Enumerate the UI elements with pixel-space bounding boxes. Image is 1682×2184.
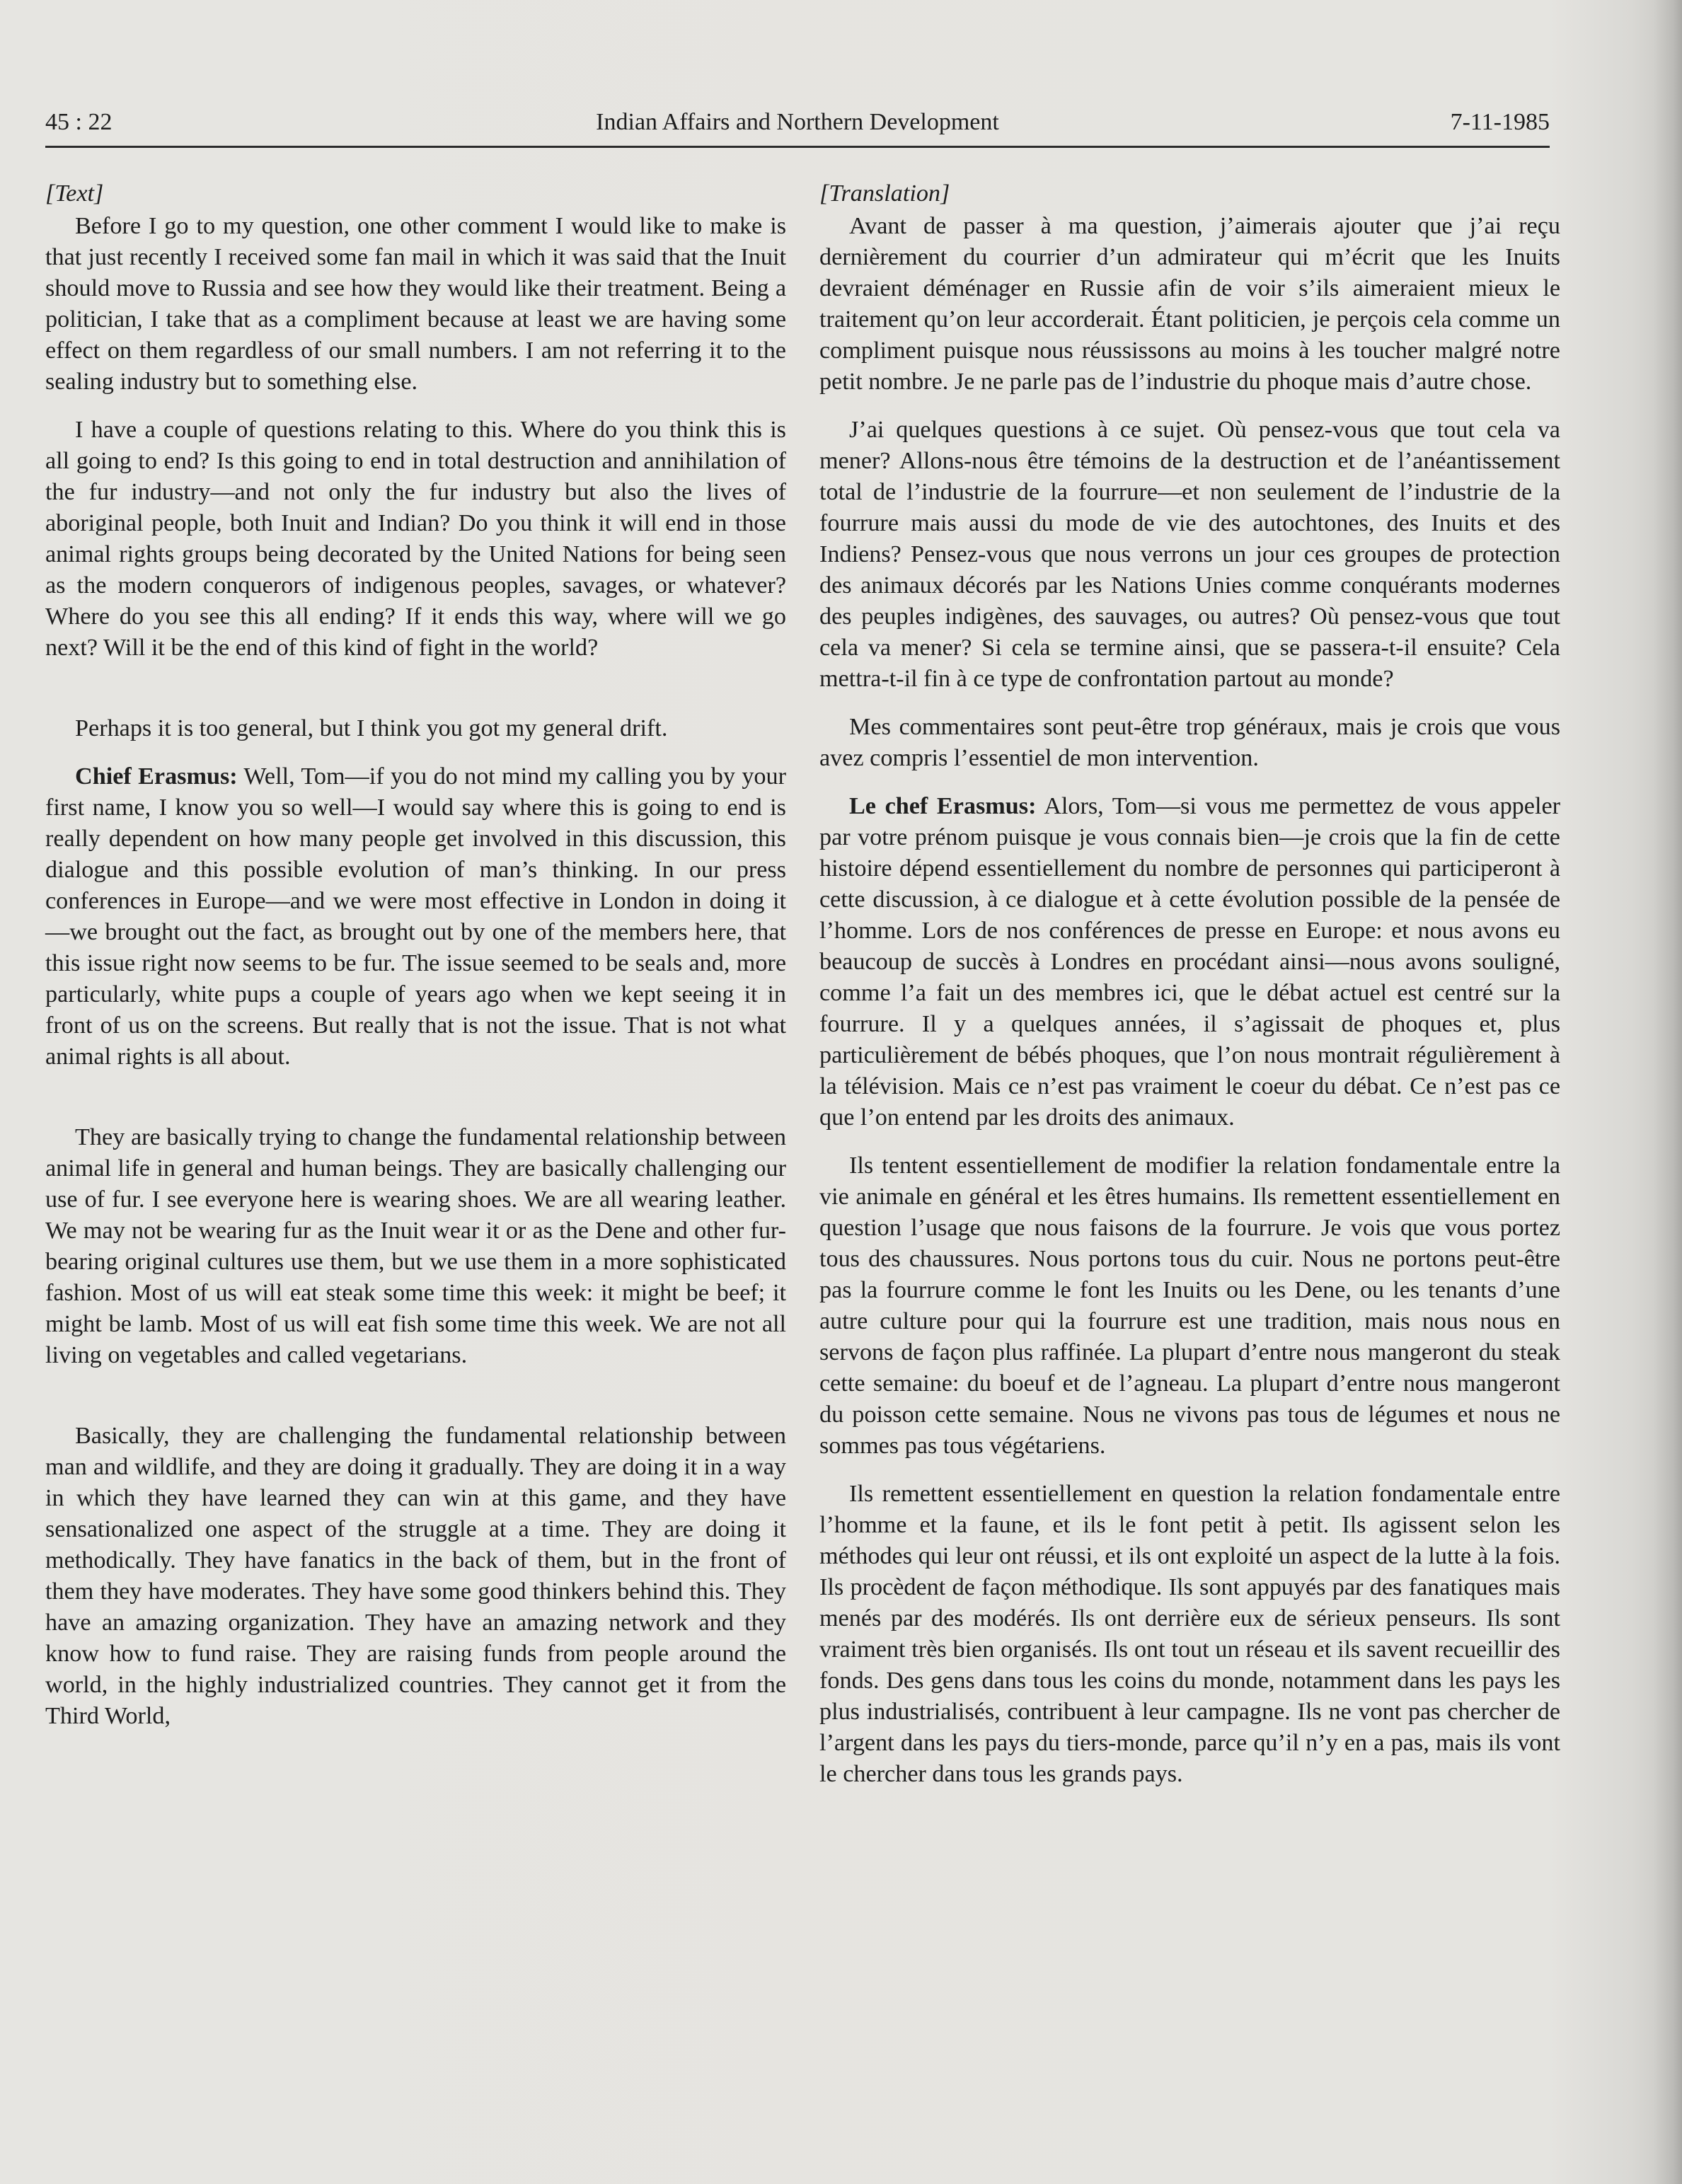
header-title: Indian Affairs and Northern Development (596, 109, 999, 135)
header-page-ref: 45 : 22 (45, 109, 113, 135)
english-paragraph-3: Perhaps it is too general, but I think you got my general drift. (75, 715, 668, 741)
speaker-name: Chief Erasmus: (75, 763, 238, 790)
speaker-text: Alors, Tom—si vous me permettez de vous appeler par votre prénom puisque je vous connais bien—je crois que la fin de cette histoire dépend essentiellement du nombre de personnes qui participeront à cette discussion, à ce dialogue et à cette évolution possible de la pensée de l’homme. Lors de nos conférences de presse en Europe: et nous avons eu beaucoup de succès à Londres en procédant ainsi—nous avons souligné, comme l’a fait un des membres ici, que le débat actuel est centré sur la fourrure. Il y a quelques années, il s’agissait de phoques et, plus particulièrement de bébés phoques, que l’on nous montrait régulièrement à la télévision. Mais ce n’est pas vraiment le coeur du débat. Ce n’est pas ce que l’on entend par les droits des animaux. (819, 793, 1561, 1131)
french-label: [Translation] (819, 180, 950, 207)
english-paragraph-5: They are basically trying to change the fundamental relationship between animal life in general and human beings. They are basically challenging our use of fur. I see everyone here is wearing shoes. We are all wearing leather. We may not be wearing fur as the Inuit wear it or as the Dene and other fur-bearing original cultures use them, but we use them in a more sophisticated fashion. Most of us will eat steak some time this week: it might be beef; it might be lamb. Most of us will eat fish some time this week. We are not all living on vegetables and called vegetarians. (45, 1124, 786, 1368)
english-paragraph-6: Basically, they are challenging the fundamental relationship between man and wildlife, and they are doing it gradually. They are doing it in a way in which they have learned they can win at this game, and they have sensationalized one aspect of the struggle at a time. They are doing it methodically. They have fanatics in the back of them, but in the front of them they have moderates. They have some good thinkers behind this. They have an amazing organization. They have an amazing network and they know how to fund raise. They are raising funds from people around the world, in the highly industrialized countries. They cannot get it from the Third World, (45, 1423, 786, 1729)
french-paragraph-2: J’ai quelques questions à ce sujet. Où pensez-vous que tout cela va mener? Allons-nous être témoins de la destruction et de l’anéantissement total de l’industrie de la fourrure—et non seulement de l’industrie de la fourrure mais aussi du mode de vie des autochtones, des Inuits et des Indiens? Pensez-vous que nous verrons un jour ces groupes de protection des animaux décorés par les Nations Unies comme conquérants modernes des peuples indigènes, des sauvages, ou autres? Où pensez-vous que tout cela va mener? Si cela se termine ainsi, que se passera-t-il ensuite? Cela mettra-t-il fin à ce type de confrontation partout au monde? (819, 417, 1560, 692)
page-header (45, 105, 1550, 148)
english-label: [Text] (45, 180, 104, 207)
speaker-name: Le chef Erasmus: (849, 793, 1037, 819)
french-paragraph-4 (819, 791, 1560, 1133)
english-column (45, 178, 786, 1749)
french-paragraph-3: Mes commentaires sont peut-être trop généraux, mais je crois que vous avez compris l’essentiel de mon intervention. (819, 714, 1560, 771)
english-paragraph-2: I have a couple of questions relating to this. Where do you think this is all going to end? Is this going to end in total destruction and annihilation of the fur industry—and not only the fur industry but also the lives of aboriginal people, both Inuit and Indian? Do you think it will end in those animal rights groups being decorated by the United Nations for being seen as the modern conquerors of indigenous peoples, savages, or whatever? Where do you see this all ending? If it ends this way, where will we go next? Will it be the end of this kind of fight in the world? (45, 417, 786, 661)
french-column (819, 178, 1560, 1807)
french-paragraph-1: Avant de passer à ma question, j’aimerais ajouter que j’ai reçu dernièrement du courrier d’un admirateur qui m’écrit que les Inuits devraient déménager en Russie afin de voir s’ils aimeraient mieux le traitement qu’on leur accorderait. Étant politicien, je perçois cela comme un compliment puisque nous réussissons au moins à les toucher malgré notre petit nombre. Je ne parle pas de l’industrie du phoque mais d’autre chose. (819, 213, 1560, 395)
english-paragraph-4 (45, 761, 786, 1073)
french-paragraph-6: Ils remettent essentiellement en question la relation fondamentale entre l’homme et la faune, et ils le font petit à petit. Ils agissent selon les méthodes qui leur ont réussi, et ils ont exploité un aspect de la lutte à la fois. Ils procèdent de façon méthodique. Ils sont appuyés par des fanatiques mais menés par des modérés. Ils ont derrière eux de sérieux penseurs. Ils sont vraiment très bien organisés. Ils ont tout un réseau et ils savent recueillir des fonds. Des gens dans tous les coins du monde, notamment dans les pays les plus industrialisés, contribuent à leur campagne. Ils ne vont pas chercher de l’argent dans les pays du tiers-monde, parce qu’il n’y en a pas, mais ils vont le chercher dans tous les grands pays. (819, 1481, 1560, 1787)
header-date: 7-11-1985 (1450, 109, 1550, 135)
speaker-text: Well, Tom—if you do not mind my calling you by your first name, I know you so well—I would say where this is going to end is really dependent on how many people get involved in this discussion, this dialogue and this possible evolution of man’s thinking. In our press conferences in Europe—and we were most effective in London in doing it—we brought out the fact, as brought out by one of the members here, that this issue right now seems to be fur. The issue seemed to be seals and, more particularly, white pups a couple of years ago when we kept seeing it in front of us on the screens. But really that is not the issue. That is not what animal rights is all about. (45, 763, 786, 1070)
english-paragraph-1: Before I go to my question, one other comment I would like to make is that just recently I received some fan mail in which it was said that the Inuit should move to Russia and see how they would like their treatment. Being a politician, I take that as a compliment because at least we are having some effect on them regardless of our small numbers. I am not referring it to the sealing industry but to something else. (45, 213, 786, 395)
scan-shadow-edge (1654, 0, 1682, 2184)
french-paragraph-5: Ils tentent essentiellement de modifier la relation fondamentale entre la vie animale en général et les êtres humains. Ils remettent essentiellement en question l’usage que nous faisons de la fourrure. Je vois que vous portez tous des chaussures. Nous portons tous du cuir. Nous ne portons peut-être pas la fourrure comme le font les Inuits ou les Dene, ou les tenants d’une autre culture pour qui la fourrure est une tradition, mais nous nous en servons de façon plus raffinée. La plupart d’entre nous mangeront du steak cette semaine: du boeuf et de l’agneau. La plupart d’entre nous mangeront du poisson cette semaine. Nous ne vivons pas tous de légumes et nous ne sommes pas tous végétariens. (819, 1152, 1560, 1459)
